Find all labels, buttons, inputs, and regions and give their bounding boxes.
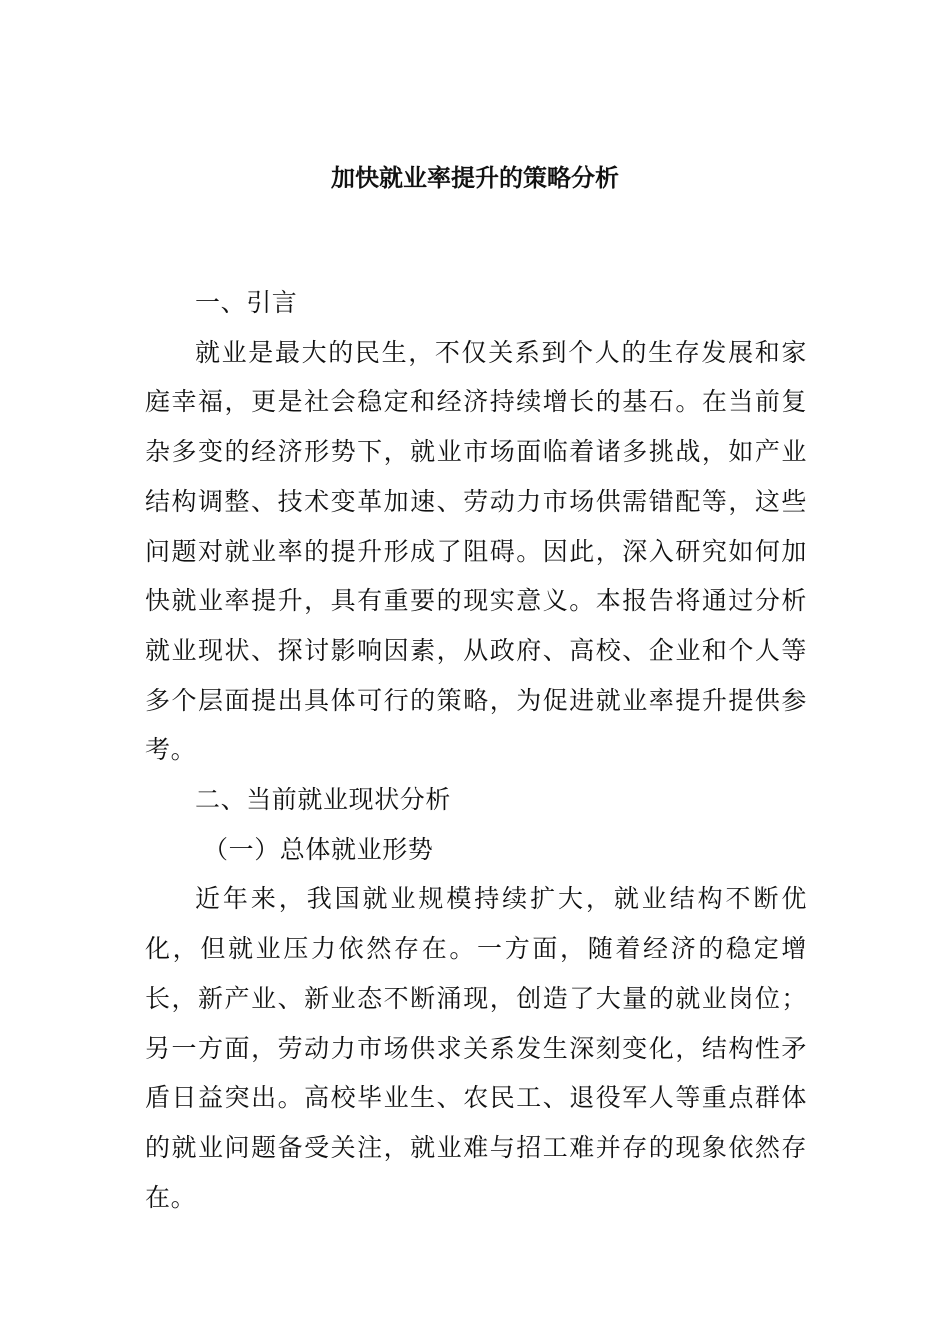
section-heading-current-status: 二、当前就业现状分析: [195, 785, 452, 815]
subsection-heading-overall-situation: （一）总体就业形势: [203, 834, 434, 864]
overall-situation-paragraph: 近年来，我国就业规模持续扩大，就业结构不断优化，但就业压力依然存在。一方面，随着经济的稳定增长，新产业、新业态不断涌现，创造了大量的就业岗位；另一方面，劳动力市场供求关系发生深刻变化，结构性矛盾日益突出。高校毕业生、农民工、退役军人等重点群体的就业问题备受关注，就业难与招工难并存的现象依然存在。: [145, 884, 807, 1212]
introduction-paragraph: 就业是最大的民生，不仅关系到个人的生存发展和家庭幸福，更是社会稳定和经济持续增长的基石。在当前复杂多变的经济形势下，就业市场面临着诸多挑战，如产业结构调整、技术变革加速、劳动力市场供需错配等，这些问题对就业率的提升形成了阻碍。因此，深入研究如何加快就业率提升，具有重要的现实意义。本报告将通过分析就业现状、探讨影响因素，从政府、高校、企业和个人等多个层面提出具体可行的策略，为促进就业率提升提供参考。: [145, 337, 807, 765]
document-title: 加快就业率提升的策略分析: [331, 164, 619, 192]
document-body: [145, 278, 807, 1222]
section-heading-introduction: 一、引言: [195, 288, 298, 317]
